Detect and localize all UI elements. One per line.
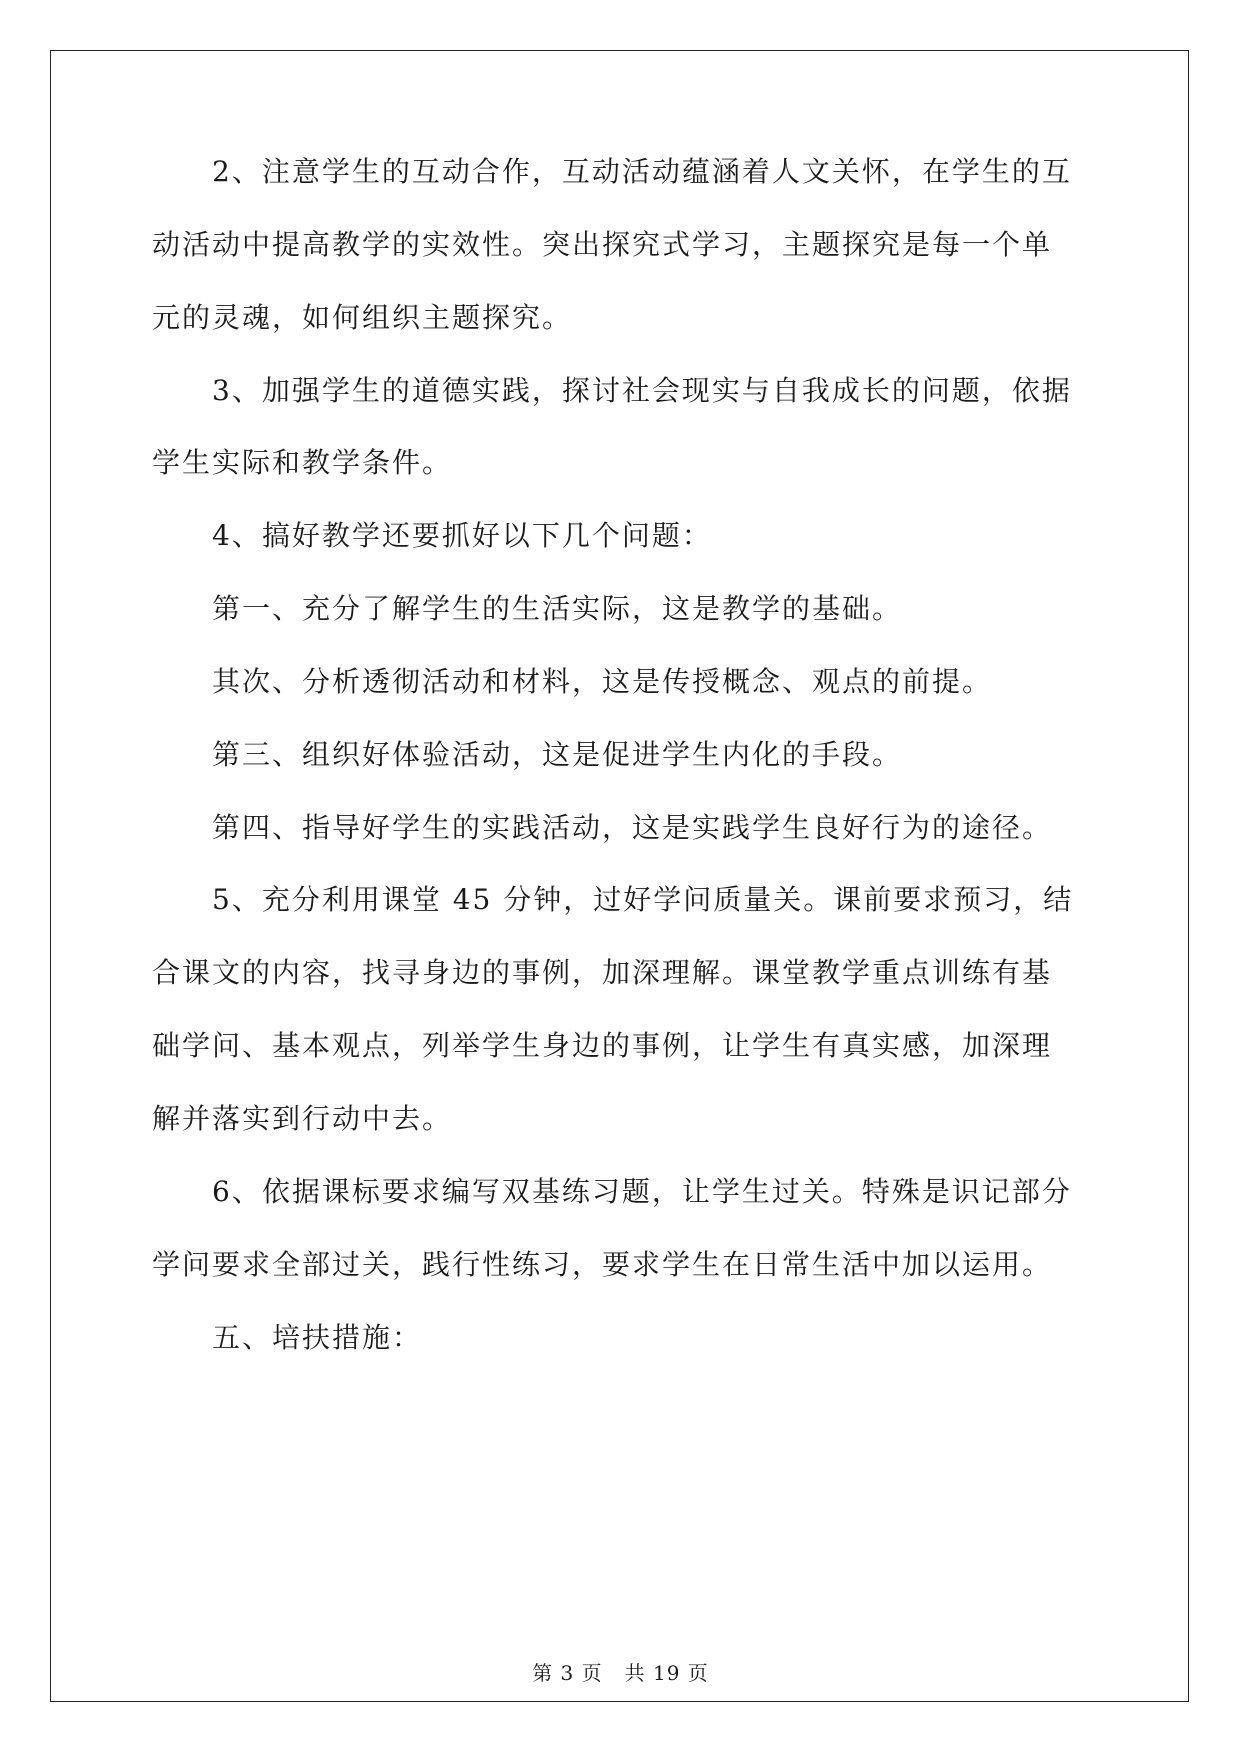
paragraph-line: 第四、指导好学生的实践活动，这是实践学生良好行为的途径。 [212,811,1053,844]
page-total: 共 19 页 [624,1661,709,1685]
paragraph-line: 学问要求全部过关，践行性练习，要求学生在日常生活中加以运用。 [152,1248,1053,1281]
page-number: 第 3 页 [532,1661,603,1685]
paragraph-line: 第三、组织好体验活动，这是促进学生内化的手段。 [212,738,903,771]
paragraph-line: 合课文的内容，找寻身边的事例，加深理解。课堂教学重点训练有基 [152,956,1053,989]
paragraph-line: 5、充分利用课堂 45 分钟，过好学问质量关。课前要求预习，结 [212,883,1074,916]
paragraph-line: 3、加强学生的道德实践，探讨社会现实与自我成长的问题，依据 [212,374,1072,407]
paragraph-line: 动活动中提高教学的实效性。突出探究式学习，主题探究是每一个单 [152,228,1053,261]
paragraph-line: 第一、充分了解学生的生活实际，这是教学的基础。 [212,592,903,625]
paragraph-line: 4、搞好教学还要抓好以下几个问题： [212,519,712,552]
paragraph-line: 2、注意学生的互动合作，互动活动蕴涵着人文关怀，在学生的互 [212,155,1072,188]
page-footer [0,1657,1241,1686]
paragraph-line: 础学问、基本观点，列举学生身边的事例，让学生有真实感，加深理 [152,1029,1053,1062]
paragraph-line: 元的灵魂，如何组织主题探究。 [152,301,573,334]
paragraph-line: 其次、分析透彻活动和材料，这是传授概念、观点的前提。 [212,665,993,698]
paragraph-line: 学生实际和教学条件。 [152,446,453,479]
paragraph-line: 6、依据课标要求编写双基练习题，让学生过关。特殊是识记部分 [212,1175,1072,1208]
paragraph-line: 解并落实到行动中去。 [152,1102,453,1135]
paragraph-line: 五、培扶措施： [212,1321,423,1354]
